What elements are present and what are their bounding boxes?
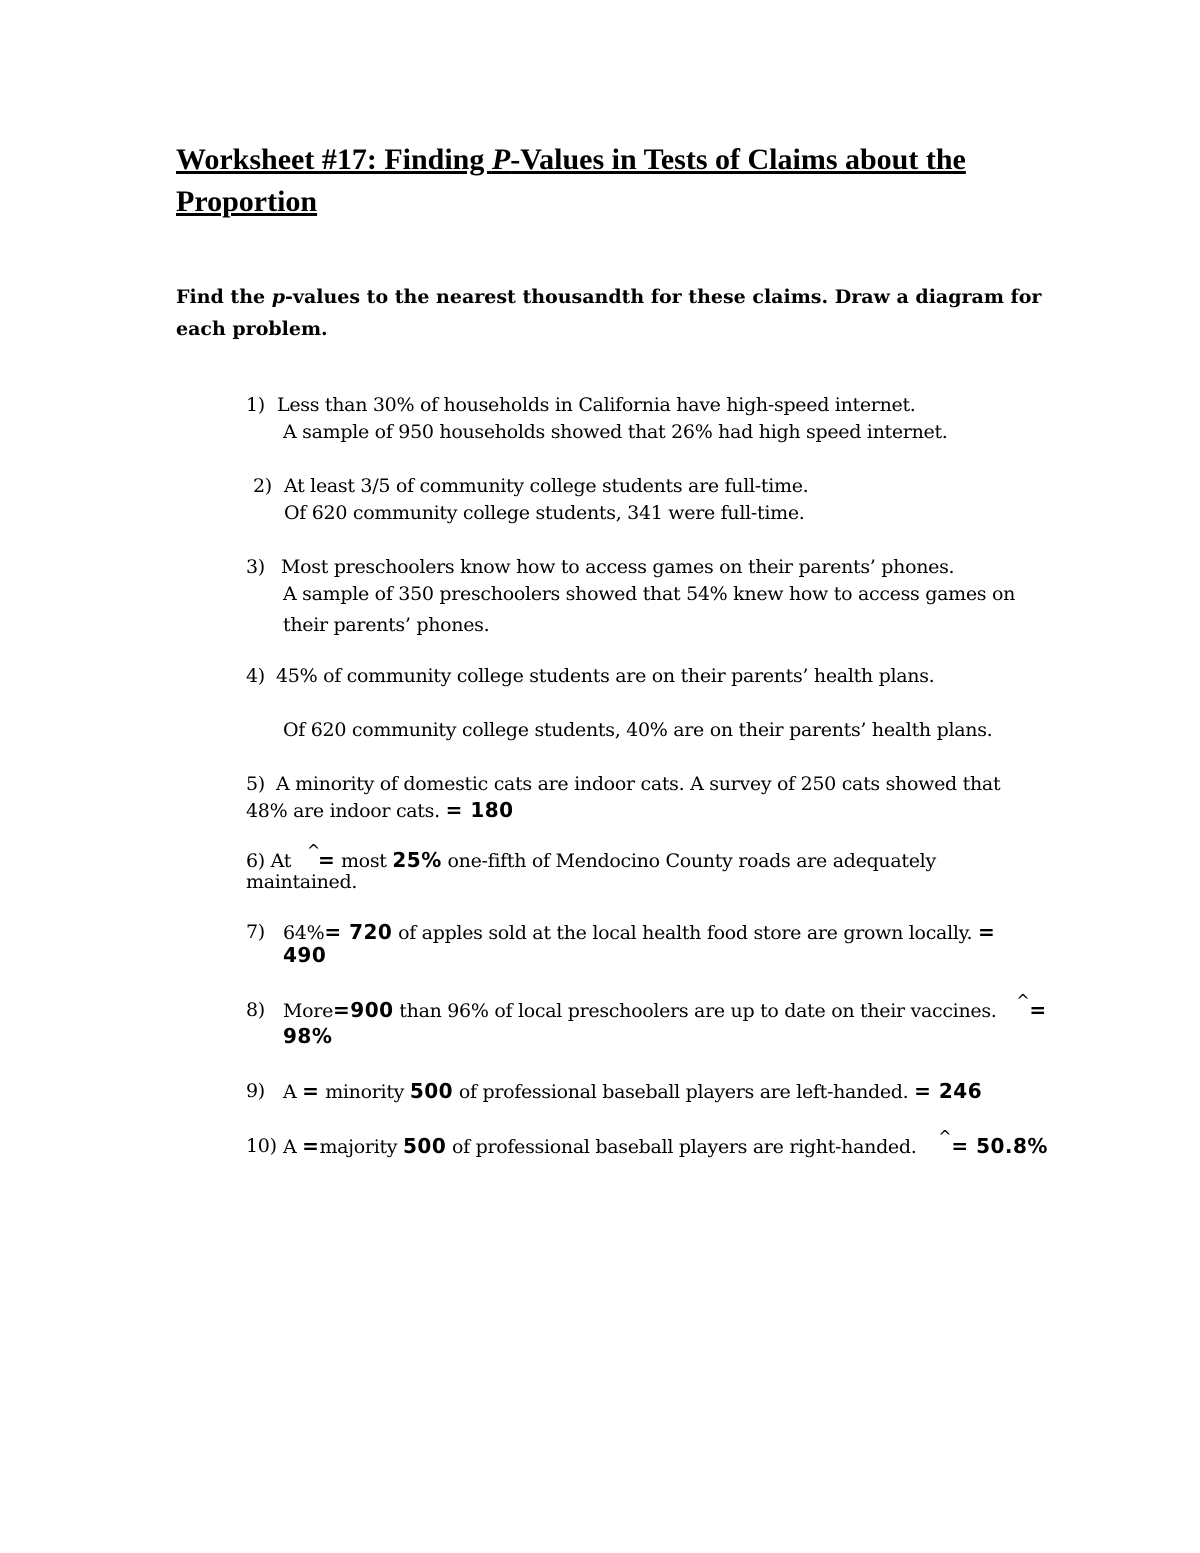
- problem-4-claim: 45% of community college students are on their parents’ health plans.: [276, 665, 935, 687]
- problem-5-sample: [246, 796, 514, 825]
- problem-7-number: 7): [246, 921, 265, 943]
- problem-10-eq: =: [302, 1134, 320, 1158]
- problem-8-text-b: than 96% of local preschoolers are up to date on their vaccines.: [399, 1000, 997, 1022]
- instructions-p-variable: p: [271, 286, 286, 308]
- instructions: [176, 281, 1041, 313]
- problem-7-math: = 720: [324, 920, 393, 944]
- problem-3-claim: Most preschoolers know how to access games on their parents’ phones.: [281, 556, 955, 578]
- hat-symbol: ^: [938, 1127, 952, 1146]
- problem-7-eq: =: [978, 920, 996, 944]
- worksheet-title: [176, 139, 966, 181]
- problem-4-sample: Of 620 community college students, 40% are on their parents’ health plans.: [283, 719, 993, 741]
- problem-8-math: =900: [333, 998, 394, 1022]
- problem-7-line: [283, 918, 995, 947]
- problem-5-claim: A minority of domestic cats are indoor cats. A survey of 250 cats showed that: [276, 773, 1001, 795]
- problem-10-text-c: of professional baseball players are right-handed.: [452, 1136, 917, 1158]
- instructions-part1: Find the: [176, 286, 272, 308]
- problem-10-math1: 500: [403, 1134, 447, 1158]
- problem-6-text-b: most: [340, 850, 387, 872]
- problem-6-number: 6): [246, 850, 265, 872]
- title-p-variable: P: [491, 143, 511, 176]
- problem-9-eq: =: [302, 1079, 320, 1103]
- instructions-line2: each problem.: [176, 318, 328, 340]
- problem-10-line: [283, 1127, 1048, 1162]
- problem-6-text-a: At: [270, 850, 292, 872]
- problem-7-text-a: 64%: [283, 922, 325, 944]
- problem-6-line2: maintained.: [246, 871, 358, 893]
- hat-symbol: ^: [306, 841, 320, 860]
- problem-8-eq: =: [1029, 998, 1047, 1022]
- problem-3-sample: A sample of 350 preschoolers showed that 54% knew how to access games on: [283, 583, 1016, 605]
- problem-9-math2: = 246: [914, 1079, 983, 1103]
- problem-10-text-b: majority: [319, 1136, 398, 1158]
- worksheet-title-line2: Proportion: [176, 185, 318, 218]
- problem-8-math2: 98%: [283, 1024, 333, 1048]
- problem-6-math: 25%: [392, 848, 442, 872]
- problem-9-text-a: A: [283, 1081, 297, 1103]
- problem-2-number: 2): [253, 475, 272, 497]
- problem-9-line: [283, 1077, 982, 1106]
- problem-6-eq: =: [317, 848, 336, 872]
- problem-1-claim: Less than 30% of households in California have high-speed internet.: [277, 394, 916, 416]
- problem-6-text-c: one-fifth of Mendocino County roads are adequately: [447, 850, 936, 872]
- problem-2-sample: Of 620 community college students, 341 were full-time.: [284, 502, 805, 524]
- problem-9-math1: 500: [409, 1079, 454, 1103]
- problem-10-number: 10): [246, 1135, 277, 1157]
- problem-3-sample-cont: their parents’ phones.: [283, 614, 490, 636]
- problem-10-math2: = 50.8%: [951, 1134, 1048, 1158]
- problem-9-number: 9): [246, 1080, 265, 1102]
- hat-symbol: ^: [1016, 991, 1030, 1010]
- problem-5-math: = 180: [445, 798, 514, 822]
- problem-3-number: 3): [246, 556, 265, 578]
- problem-1-number: 1): [246, 394, 265, 416]
- problem-9-text-b: minority: [325, 1081, 405, 1103]
- problem-7-text-b: of apples sold at the local health food store are grown locally.: [398, 922, 973, 944]
- title-part2: -Values in Tests of Claims about the: [510, 143, 966, 176]
- problem-5-number: 5): [246, 773, 265, 795]
- problem-10-text-a: A: [283, 1136, 297, 1158]
- problem-7-math2: 490: [283, 943, 327, 967]
- problem-8-text-a: More: [283, 1000, 334, 1022]
- problem-8-number: 8): [246, 999, 265, 1021]
- title-part1: Worksheet #17: Finding: [176, 143, 492, 176]
- problem-8-line: [283, 991, 1047, 1026]
- problem-2-claim: At least 3/5 of community college students are full-time.: [284, 475, 809, 497]
- instructions-part2: -values to the nearest thousandth for these claims. Draw a diagram for: [285, 286, 1042, 308]
- problem-9-text-c: of professional baseball players are left-handed.: [458, 1081, 909, 1103]
- problem-1-sample: A sample of 950 households showed that 26% had high speed internet.: [283, 421, 948, 443]
- problem-4-number: 4): [246, 665, 265, 687]
- problem-5-text: 48% are indoor cats.: [246, 800, 440, 822]
